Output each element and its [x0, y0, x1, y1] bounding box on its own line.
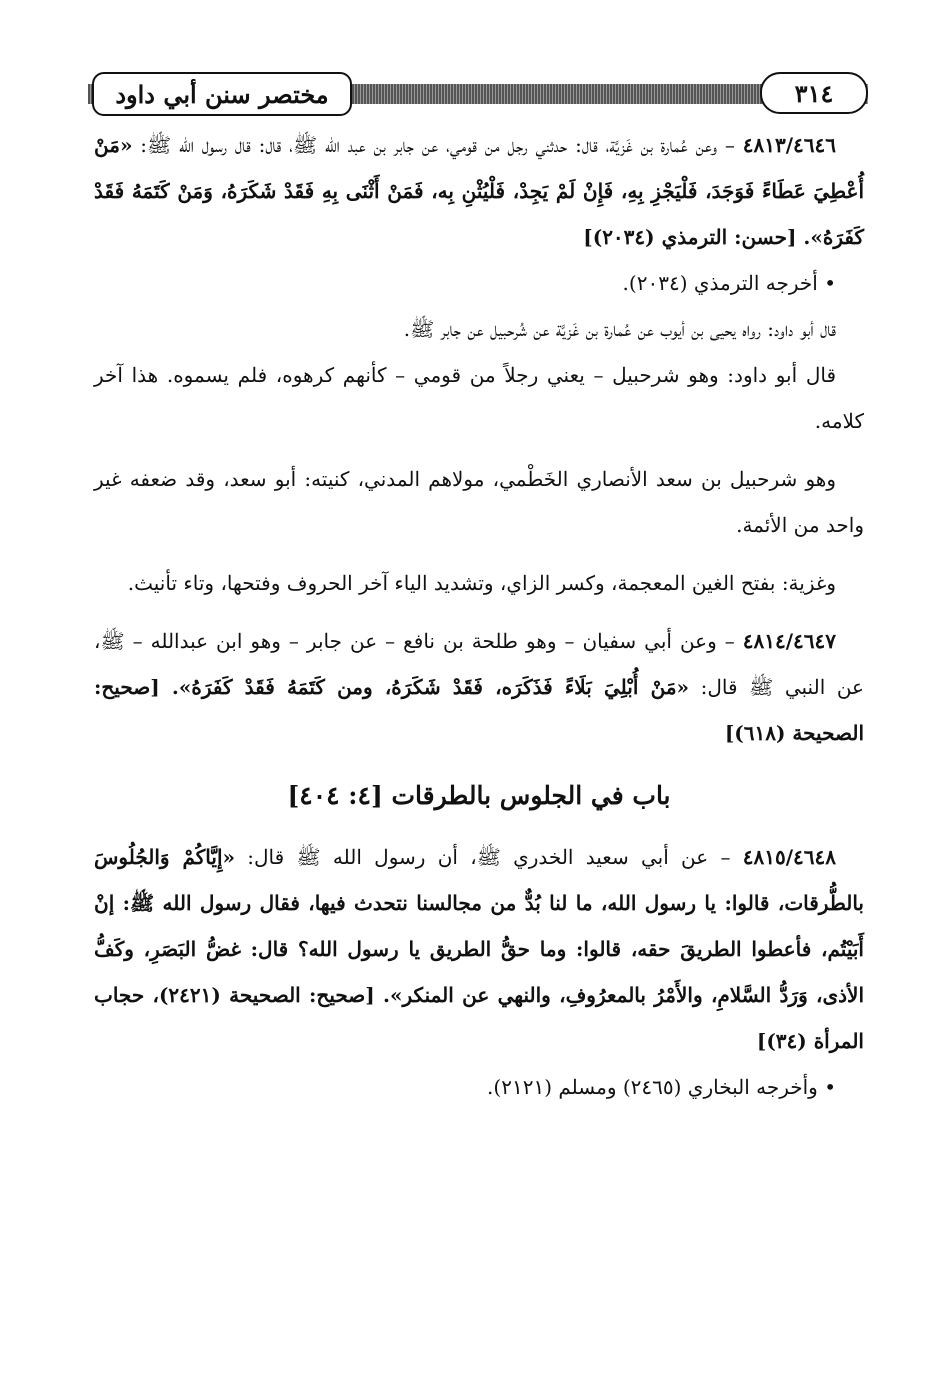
hadith-isnad: – وعن عُمارة بن غَزيَّة، قال: حدثني رجل من قومي، عن جابر بن عبد الله ﷺ، قال: قال رسول الله ﷺ:	[132, 133, 743, 157]
hadith-4813	[94, 122, 864, 260]
takhrij-4815: • وأخرجه البخاري (٢٤٦٥) ومسلم (٢١٢١).	[487, 1075, 836, 1099]
hadith-isnad: – عن أبي سعيد الخدري ﷺ، أن رسول الله ﷺ قال:	[235, 845, 743, 869]
hadith-4815	[94, 834, 864, 1064]
hadith-grade: [صحيح: الصحيحة (٢٤٢١)، حجاب المرأة (٣٤)]	[94, 983, 864, 1053]
hadith-number: ٤٨١٥/٤٦٤٨	[742, 845, 836, 869]
note-abu-dawud-2: قال أبو داود: وهو شرحبيل – يعني رجلاً من قومي – كأنهم كرهوه، فلم يسموه. هذا آخر كلامه.	[94, 363, 864, 433]
note-ghaziyya: وغزية: بفتح الغين المعجمة، وكسر الزاي، وتشديد الياء آخر الحروف وفتحها، وتاء تأنيث.	[127, 571, 836, 595]
page-header	[88, 70, 868, 116]
hadith-grade: [صحيح: الصحيحة (٦١٨)]	[94, 675, 864, 745]
hadith-matn: «مَنْ أُبْلِيَ بَلَاءً فَذَكَرَه، فَقَدْ شَكَرَهُ، ومن كَتَمَهُ فَقَدْ كَفَرَهُ».	[171, 675, 690, 699]
hadith-matn: «إِيَّاكُمْ وَالجُلُوسَ بالطُّرقات، قالوا: يا رسول الله، ما لنا بُدٌّ من مجالسنا نتحدث فيها، فقال رسول الله ﷺ: إنْ أَبَيْتُم، فأعطوا الطريقَ حقه، قالوا: وما حقُّ الطريق يا رسول الله؟ قال: غضُّ البَصَرِ، وكَفُّ الأذى، وَرَدُّ السَّلامِ، والأَمْرُ بالمعرُوفِ، والنهي عن المنكر».	[94, 845, 865, 1007]
page-body	[94, 122, 864, 1110]
page-number: ٣١٤	[760, 72, 868, 114]
takhrij-4813: • أخرجه الترمذي (٢٠٣٤).	[622, 271, 836, 295]
hadith-grade: [حسن: الترمذي (٢٠٣٤)]	[583, 225, 804, 249]
hadith-number: ٤٨١٣/٤٦٤٦	[742, 133, 836, 157]
hadith-isnad: – وعن أبي سفيان – وهو طلحة بن نافع – عن جابر – وهو ابن عبدالله – ﷺ، عن النبي ﷺ قال:	[94, 629, 864, 699]
hadith-4814	[94, 618, 864, 756]
book-title: مختصر سنن أبي داود	[92, 72, 352, 116]
hadith-number: ٤٨١٤/٤٦٤٧	[742, 629, 836, 653]
note-abu-dawud-1: قال أبو داود: رواه يحيى بن أيوب عن عُمارة بن غَزيَّة عن شُرحبيل عن جابر ﷺ.	[403, 317, 836, 341]
hadith-matn: «مَنْ أُعْطِيَ عَطَاءً فَوَجَدَ، فَلْيَجْزِ بِهِ، فَإِنْ لَمْ يَجِدْ، فَلْيُثْنِ بِه، فَمَنْ أَثْنَى بِهِ فَقَدْ شَكَرَهُ، وَمَنْ كَتَمَهُ فَقَدْ كَفَرَهُ».	[94, 133, 864, 249]
note-sharhabil: وهو شرحبيل بن سعد الأنصاري الخَطْمي، مولاهم المدني، كنيته: أبو سعد، وقد ضعفه غير واحد من الأئمة.	[94, 467, 864, 537]
chapter-title: باب في الجلوس بالطرقات [٤: ٤٠٤]	[287, 781, 671, 810]
